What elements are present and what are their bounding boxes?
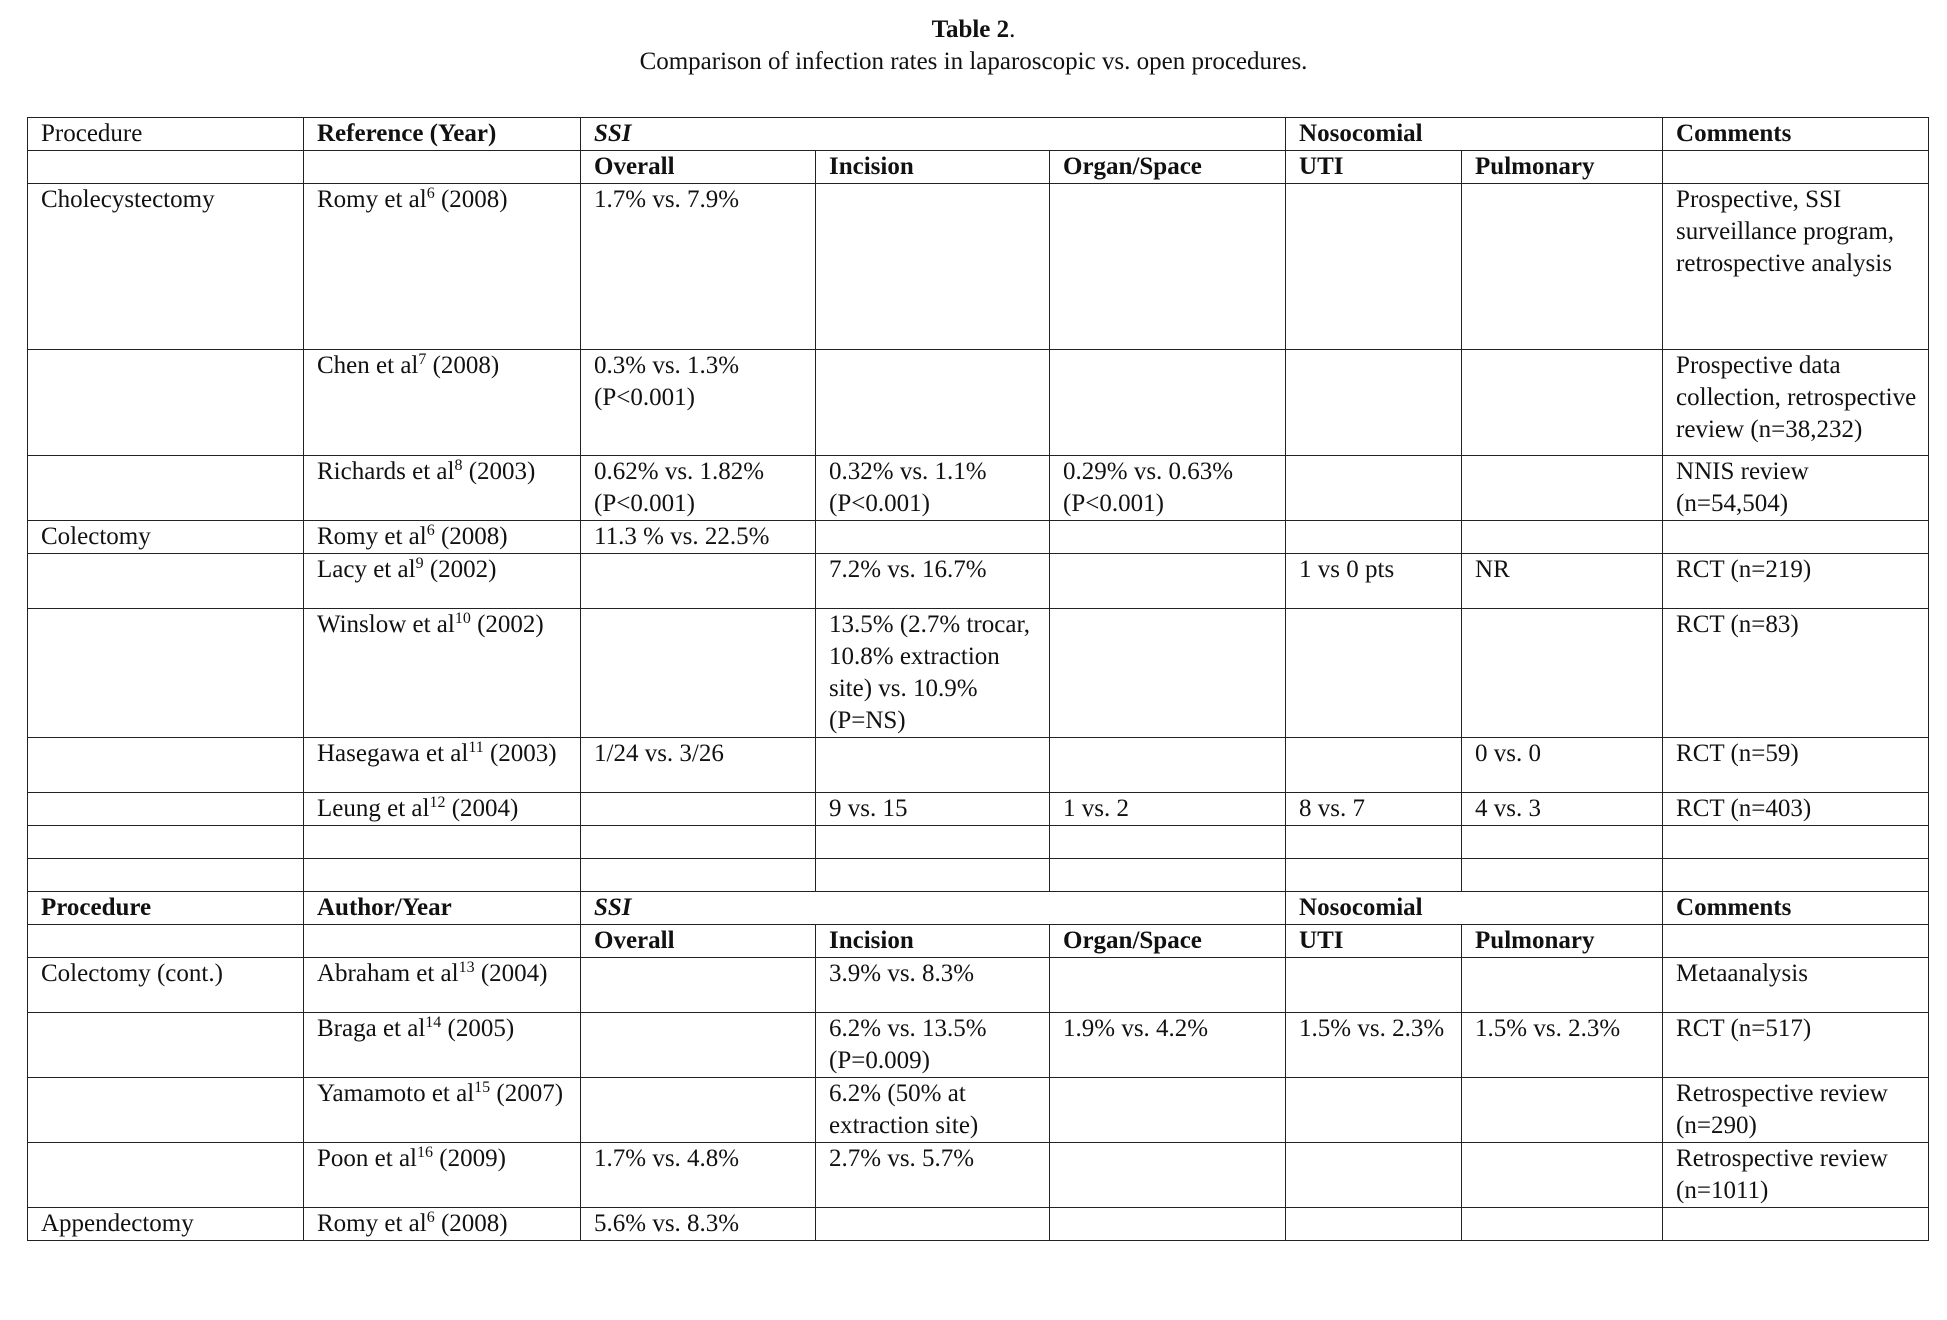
ssi-organ-space-cell xyxy=(1050,1143,1286,1208)
pulmonary-cell xyxy=(1462,958,1663,1013)
ssi-overall-cell xyxy=(581,1013,816,1078)
ssi-incision-cell: 6.2% (50% at extraction site) xyxy=(816,1078,1050,1143)
reference-number: 11 xyxy=(468,739,484,756)
header-nosocomial: Nosocomial xyxy=(1286,892,1663,925)
reference-year: (2008) xyxy=(426,352,500,379)
uti-cell xyxy=(1286,350,1462,456)
infection-rates-table xyxy=(27,117,1929,1241)
ssi-incision-cell: 13.5% (2.7% trocar, 10.8% extraction site) vs. 10.9% (P=NS) xyxy=(816,609,1050,738)
ssi-overall-cell: 0.62% vs. 1.82% (P<0.001) xyxy=(581,456,816,521)
reference-author: Braga et al xyxy=(317,1015,426,1042)
pulmonary-cell xyxy=(1462,609,1663,738)
reference-author: Winslow et al xyxy=(317,611,455,638)
reference-year: (2003) xyxy=(483,740,557,767)
reference-cell xyxy=(304,1013,581,1078)
procedure-cell: Appendectomy xyxy=(28,1208,304,1241)
procedure-cell xyxy=(28,609,304,738)
reference-author: Poon et al xyxy=(317,1145,417,1172)
pulmonary-cell: 4 vs. 3 xyxy=(1462,793,1663,826)
uti-cell xyxy=(1286,1208,1462,1241)
pulmonary-cell: 0 vs. 0 xyxy=(1462,738,1663,793)
reference-year: (2007) xyxy=(490,1080,564,1107)
table-row xyxy=(28,1013,1929,1078)
ssi-overall-cell: 1.7% vs. 7.9% xyxy=(581,184,816,350)
reference-number: 6 xyxy=(426,522,435,539)
reference-cell xyxy=(304,958,581,1013)
ssi-overall-cell xyxy=(581,609,816,738)
ssi-overall-cell: 0.3% vs. 1.3% (P<0.001) xyxy=(581,350,816,456)
header-row xyxy=(28,118,1929,151)
empty-row xyxy=(28,859,1929,892)
uti-cell: 1 vs 0 pts xyxy=(1286,554,1462,609)
reference-cell xyxy=(304,738,581,793)
table-row xyxy=(28,793,1929,826)
uti-cell xyxy=(1286,738,1462,793)
subheader-empty xyxy=(1663,151,1929,184)
ssi-organ-space-cell: 1.9% vs. 4.2% xyxy=(1050,1013,1286,1078)
reference-author: Romy et al xyxy=(317,186,427,213)
reference-year: (2009) xyxy=(433,1145,506,1172)
ssi-incision-cell: 3.9% vs. 8.3% xyxy=(816,958,1050,1013)
reference-author: Hasegawa et al xyxy=(317,740,469,767)
subheader-uti: UTI xyxy=(1286,151,1462,184)
ssi-incision-cell xyxy=(816,184,1050,350)
ssi-incision-cell: 9 vs. 15 xyxy=(816,793,1050,826)
ssi-organ-space-cell xyxy=(1050,184,1286,350)
header-ssi: SSI xyxy=(581,118,1286,151)
reference-year: (2002) xyxy=(423,556,497,583)
comments-cell: RCT (n=517) xyxy=(1663,1013,1929,1078)
pulmonary-cell xyxy=(1462,1208,1663,1241)
ssi-overall-cell: 1.7% vs. 4.8% xyxy=(581,1143,816,1208)
procedure-cell: Colectomy (cont.) xyxy=(28,958,304,1013)
table-row xyxy=(28,1143,1929,1208)
reference-number: 10 xyxy=(454,610,471,627)
comments-cell: RCT (n=83) xyxy=(1663,609,1929,738)
header-row-2 xyxy=(28,892,1929,925)
reference-number: 14 xyxy=(425,1014,442,1031)
ssi-overall-cell: 1/24 vs. 3/26 xyxy=(581,738,816,793)
comments-cell: Retrospective review (n=290) xyxy=(1663,1078,1929,1143)
pulmonary-cell xyxy=(1462,1078,1663,1143)
procedure-cell xyxy=(28,554,304,609)
uti-cell xyxy=(1286,1143,1462,1208)
procedure-cell xyxy=(28,1013,304,1078)
reference-number: 7 xyxy=(418,351,427,368)
ssi-organ-space-cell xyxy=(1050,1078,1286,1143)
subheader-uti: UTI xyxy=(1286,925,1462,958)
ssi-organ-space-cell xyxy=(1050,350,1286,456)
subheader-overall: Overall xyxy=(581,151,816,184)
reference-year: (2003) xyxy=(462,458,536,485)
reference-number: 12 xyxy=(429,794,446,811)
procedure-cell xyxy=(28,738,304,793)
comments-cell: RCT (n=219) xyxy=(1663,554,1929,609)
ssi-organ-space-cell xyxy=(1050,738,1286,793)
reference-number: 13 xyxy=(458,959,475,976)
empty-row xyxy=(28,826,1929,859)
ssi-incision-cell xyxy=(816,738,1050,793)
ssi-overall-cell: 11.3 % vs. 22.5% xyxy=(581,521,816,554)
comments-cell xyxy=(1663,521,1929,554)
subheader-row-2 xyxy=(28,925,1929,958)
reference-year: (2004) xyxy=(445,795,519,822)
uti-cell xyxy=(1286,184,1462,350)
ssi-incision-cell: 6.2% vs. 13.5% (P=0.009) xyxy=(816,1013,1050,1078)
reference-number: 16 xyxy=(417,1144,433,1161)
pulmonary-cell xyxy=(1462,456,1663,521)
procedure-cell: Colectomy xyxy=(28,521,304,554)
reference-author: Lacy et al xyxy=(317,556,416,583)
comments-cell: Prospective data collection, retrospective review (n=38,232) xyxy=(1663,350,1929,456)
table-row xyxy=(28,609,1929,738)
reference-year: (2004) xyxy=(474,960,548,987)
ssi-organ-space-cell xyxy=(1050,521,1286,554)
ssi-organ-space-cell: 1 vs. 2 xyxy=(1050,793,1286,826)
reference-author: Romy et al xyxy=(317,1210,427,1237)
header-comments: Comments xyxy=(1663,892,1929,925)
header-nosocomial: Nosocomial xyxy=(1286,118,1663,151)
comments-cell: NNIS review (n=54,504) xyxy=(1663,456,1929,521)
header-procedure: Procedure xyxy=(28,118,304,151)
ssi-incision-cell: 0.32% vs. 1.1% (P<0.001) xyxy=(816,456,1050,521)
reference-number: 15 xyxy=(474,1079,491,1096)
ssi-overall-cell xyxy=(581,1078,816,1143)
ssi-organ-space-cell xyxy=(1050,958,1286,1013)
reference-year: (2008) xyxy=(434,1210,508,1237)
reference-year: (2002) xyxy=(470,611,544,638)
header-reference: Reference (Year) xyxy=(304,118,581,151)
header-ssi: SSI xyxy=(581,892,1286,925)
reference-cell xyxy=(304,609,581,738)
ssi-organ-space-cell xyxy=(1050,554,1286,609)
ssi-overall-cell xyxy=(581,554,816,609)
ssi-organ-space-cell xyxy=(1050,1208,1286,1241)
uti-cell xyxy=(1286,1078,1462,1143)
reference-number: 6 xyxy=(426,185,435,202)
table-row xyxy=(28,554,1929,609)
reference-author: Chen et al xyxy=(317,352,419,379)
subheader-empty xyxy=(28,151,304,184)
header-procedure: Procedure xyxy=(28,892,304,925)
subheader-empty xyxy=(1663,925,1929,958)
reference-author: Abraham et al xyxy=(317,960,459,987)
reference-year: (2008) xyxy=(434,186,508,213)
ssi-incision-cell xyxy=(816,521,1050,554)
reference-cell xyxy=(304,350,581,456)
reference-number: 6 xyxy=(426,1209,435,1226)
procedure-cell xyxy=(28,456,304,521)
reference-cell xyxy=(304,793,581,826)
reference-cell xyxy=(304,1143,581,1208)
pulmonary-cell xyxy=(1462,521,1663,554)
reference-year: (2005) xyxy=(441,1015,515,1042)
reference-cell xyxy=(304,554,581,609)
reference-cell xyxy=(304,1078,581,1143)
table-row xyxy=(28,1078,1929,1143)
subheader-empty xyxy=(28,925,304,958)
procedure-cell xyxy=(28,793,304,826)
ssi-organ-space-cell xyxy=(1050,609,1286,738)
subheader-empty xyxy=(304,925,581,958)
ssi-overall-cell xyxy=(581,793,816,826)
ssi-incision-cell xyxy=(816,1208,1050,1241)
subheader-organ-space: Organ/Space xyxy=(1050,925,1286,958)
uti-cell xyxy=(1286,456,1462,521)
subheader-incision: Incision xyxy=(816,925,1050,958)
pulmonary-cell xyxy=(1462,184,1663,350)
ssi-incision-cell: 7.2% vs. 16.7% xyxy=(816,554,1050,609)
procedure-cell: Cholecystectomy xyxy=(28,184,304,350)
ssi-incision-cell: 2.7% vs. 5.7% xyxy=(816,1143,1050,1208)
pulmonary-cell: NR xyxy=(1462,554,1663,609)
ssi-incision-cell xyxy=(816,350,1050,456)
reference-number: 9 xyxy=(415,555,424,572)
comments-cell: Prospective, SSI surveillance program, retrospective analysis xyxy=(1663,184,1929,350)
reference-author: Yamamoto et al xyxy=(317,1080,475,1107)
table-row xyxy=(28,958,1929,1013)
uti-cell xyxy=(1286,958,1462,1013)
reference-year: (2008) xyxy=(434,523,508,550)
table-title: Table 2. xyxy=(931,16,1016,43)
reference-cell xyxy=(304,184,581,350)
uti-cell: 1.5% vs. 2.3% xyxy=(1286,1013,1462,1078)
reference-author: Richards et al xyxy=(317,458,455,485)
procedure-cell xyxy=(28,1143,304,1208)
subheader-empty xyxy=(304,151,581,184)
comments-cell xyxy=(1663,1208,1929,1241)
table-row xyxy=(28,456,1929,521)
uti-cell: 8 vs. 7 xyxy=(1286,793,1462,826)
subheader-row xyxy=(28,151,1929,184)
header-author-year: Author/Year xyxy=(304,892,581,925)
reference-cell xyxy=(304,521,581,554)
uti-cell xyxy=(1286,521,1462,554)
ssi-overall-cell: 5.6% vs. 8.3% xyxy=(581,1208,816,1241)
ssi-overall-cell xyxy=(581,958,816,1013)
table-row xyxy=(28,184,1929,350)
subheader-pulmonary: Pulmonary xyxy=(1462,925,1663,958)
procedure-cell xyxy=(28,350,304,456)
uti-cell xyxy=(1286,609,1462,738)
table-caption: Comparison of infection rates in laparoscopic vs. open procedures. xyxy=(639,48,1308,75)
subheader-pulmonary: Pulmonary xyxy=(1462,151,1663,184)
comments-cell: Metaanalysis xyxy=(1663,958,1929,1013)
pulmonary-cell xyxy=(1462,1143,1663,1208)
reference-number: 8 xyxy=(454,457,463,474)
comments-cell: Retrospective review (n=1011) xyxy=(1663,1143,1929,1208)
table-row xyxy=(28,738,1929,793)
reference-author: Romy et al xyxy=(317,523,427,550)
pulmonary-cell xyxy=(1462,350,1663,456)
subheader-organ-space: Organ/Space xyxy=(1050,151,1286,184)
ssi-organ-space-cell: 0.29% vs. 0.63% (P<0.001) xyxy=(1050,456,1286,521)
reference-cell xyxy=(304,1208,581,1241)
comments-cell: RCT (n=59) xyxy=(1663,738,1929,793)
comments-cell: RCT (n=403) xyxy=(1663,793,1929,826)
reference-cell xyxy=(304,456,581,521)
table-row xyxy=(28,521,1929,554)
table-row xyxy=(28,350,1929,456)
subheader-incision: Incision xyxy=(816,151,1050,184)
procedure-cell xyxy=(28,1078,304,1143)
subheader-overall: Overall xyxy=(581,925,816,958)
header-comments: Comments xyxy=(1663,118,1929,151)
reference-author: Leung et al xyxy=(317,795,430,822)
table-row xyxy=(28,1208,1929,1241)
pulmonary-cell: 1.5% vs. 2.3% xyxy=(1462,1013,1663,1078)
